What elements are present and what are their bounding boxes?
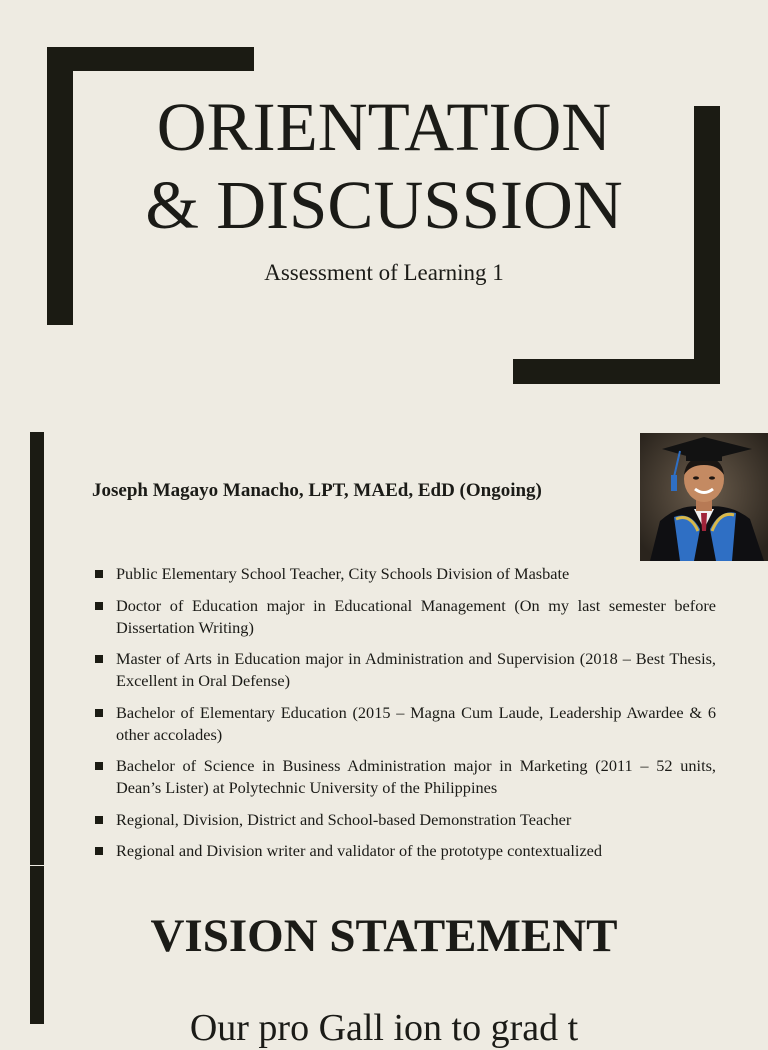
list-item-text: Master of Arts in Education major in Administration and Supervision (2018 – Best Thesis, Excellent in Oral Defense) (116, 649, 716, 690)
square-bullet-icon (95, 570, 103, 578)
list-item-text: Bachelor of Elementary Education (2015 – Magna Cum Laude, Leadership Awardee & 6 other accolades) (116, 702, 716, 744)
accent-side-bar (30, 432, 44, 865)
presenter-name: Joseph Magayo Manacho, LPT, MAEd, EdD (Ongoing) (92, 480, 542, 501)
list-item-text: Public Elementary School Teacher, City Schools Division of Masbate (116, 564, 570, 583)
frame-top-left-horizontal (47, 47, 254, 71)
list-item-text: Doctor of Education major in Educational Management (On my last semester before Dissertation Writing) (116, 595, 716, 637)
list-item (93, 755, 716, 799)
square-bullet-icon (95, 655, 103, 663)
list-item-text: Regional, Division, District and School-based Demonstration Teacher (116, 809, 572, 829)
title-line-2: & DISCUSSION (145, 167, 623, 243)
square-bullet-icon (95, 762, 103, 770)
frame-bottom-right-horizontal (513, 359, 720, 384)
list-item (93, 702, 716, 746)
title-line-1: ORIENTATION (156, 89, 612, 165)
graduate-portrait-photo (640, 433, 768, 561)
list-item (93, 840, 716, 862)
credentials-list (93, 563, 716, 872)
vision-text: Our pro Gall ion to grad t (189, 1007, 579, 1049)
square-bullet-icon (95, 816, 103, 824)
profile-slide (0, 432, 768, 865)
list-item-text: Regional and Division writer and validator of the prototype contextualized (116, 841, 603, 860)
list-item-text: Bachelor of Science in Business Administration major in Marketing (2011 – 52 units, Dean’s Lister) at Polytechnic University of the Philippines (116, 756, 716, 797)
title-slide (0, 0, 768, 432)
vision-title: VISION STATEMENT (150, 910, 618, 962)
square-bullet-icon (95, 709, 103, 717)
list-item (93, 648, 716, 692)
square-bullet-icon (95, 602, 103, 610)
list-item (93, 809, 716, 831)
square-bullet-icon (95, 847, 103, 855)
graduate-portrait-icon (640, 433, 768, 561)
list-item (93, 595, 716, 639)
list-item (93, 563, 716, 585)
slide-title (0, 88, 768, 244)
slide-subtitle: Assessment of Learning 1 (264, 260, 504, 285)
vision-slide (0, 866, 768, 1049)
